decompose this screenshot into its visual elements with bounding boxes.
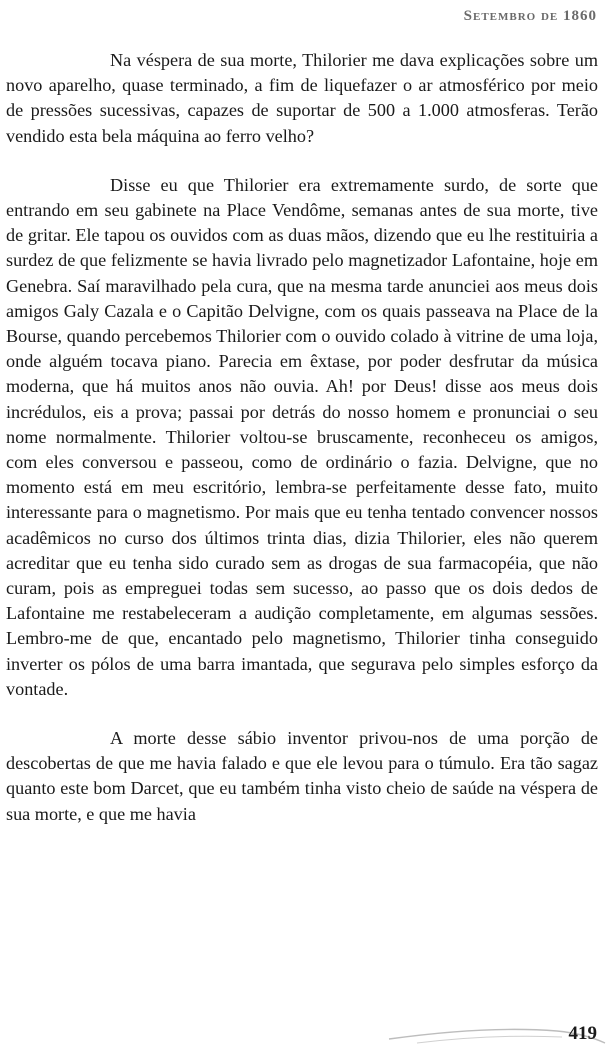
paragraph-2: Disse eu que Thilorier era extremamente surdo, de sorte que entrando em seu gabinete na Place Vendôme, semanas antes de sua morte, tive de gritar. Ele tapou os ouvidos com as duas mãos, dizendo que eu lhe restituiria a surdez de que felizmente se havia livrado pelo magnetizador Lafontaine, hoje em Genebra. Saí maravilhado pela cura, que na mesma tarde anunciei aos meus dois amigos Galy Cazala e o Capitão Delvigne, com os quais passeava na Place de la Bourse, quando percebemos Thilorier com o ouvido colado à vitrine de uma loja, onde alguém tocava piano. Parecia em êxtase, por poder desfrutar da música moderna, que há muitos anos não ouvia. Ah! por Deus! disse aos meus dois incrédulos, eis a prova; passai por detrás do nosso homem e pronunciai o seu nome normalmente. Thilorier voltou-se bruscamente, reconheceu os amigos, com eles conversou e passeou, como de ordinário o fazia. Delvigne, que no momento está em meu escritório, lembra-se perfeitamente desse fato, muito interessante para o magnetismo. Por mais que eu tenha tentado convencer nossos acadêmicos no curso dos últimos trinta dias, dizia Thilorier, eles não querem acreditar que eu tenha sido curado sem as drogas de sua farmacopéia, que não curam, pois as empreguei todas sem sucesso, ao passo que os dois dedos de Lafontaine me restabeleceram a audição completamente, em algumas sessões. Lembro-me de que, encantado pelo magnetismo, Thilorier tinha conseguido inverter os pólos de uma barra imantada, que segurava pelo simples esforço da vontade. [6, 174, 598, 699]
paragraph-1: Na véspera de sua morte, Thilorier me dava explicações sobre um novo aparelho, quase terminado, a fim de liquefazer o ar atmosférico por meio de pressões sucessivas, capazes de suportar de 500 a 1.000 atmosferas. Terão vendido esta bela máquina ao ferro velho? [6, 50, 598, 146]
page-body [6, 48, 598, 851]
paragraph-3: A morte desse sábio inventor privou-nos de uma porção de descobertas de que me havia falado e que ele levou para o túmulo. Era tão sagaz quanto este bom Darcet, que eu também tinha visto cheio de saúde na véspera de sua morte, e que me havia [6, 728, 598, 824]
page-number: 419 [568, 1023, 597, 1044]
running-head: Setembro de 1860 [463, 8, 597, 24]
